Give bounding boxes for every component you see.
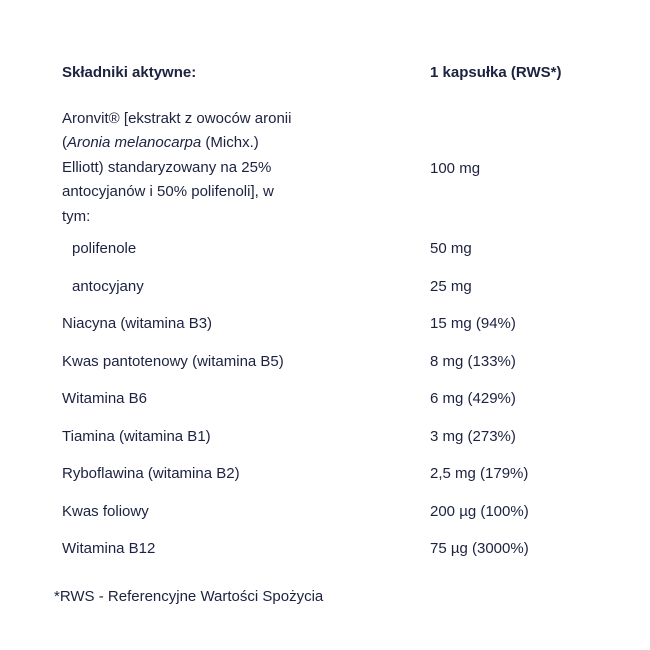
ingredient-value: 8 mg (133%) (430, 352, 516, 370)
footnote: *RWS - Referencyjne Wartości Spożycia (54, 588, 324, 605)
table-row (62, 239, 602, 277)
ingredient-value: 200 µg (100%) (430, 502, 529, 520)
ingredient-name: Tiamina (witamina B1) (62, 427, 211, 445)
aronvit-value: 100 mg (430, 159, 481, 177)
ingredient-name: Kwas foliowy (62, 502, 149, 520)
ingredient-name: Ryboflawina (witamina B2) (62, 465, 240, 482)
ingredient-value: 3 mg (273%) (430, 427, 516, 445)
table-header-row (62, 58, 602, 101)
ingredient-value: 15 mg (94%) (430, 315, 516, 332)
ingredient-name: antocyjany (72, 277, 144, 295)
ingredient-value: 2,5 mg (179%) (430, 465, 529, 482)
aronvit-name (62, 107, 302, 230)
table-row (62, 277, 602, 315)
aronvit-latin-name: Aronia melanocarpa (67, 134, 202, 152)
table-row (62, 427, 602, 465)
ingredient-value: 75 µg (3000%) (430, 540, 529, 557)
ingredient-name: Kwas pantotenowy (witamina B5) (62, 352, 284, 370)
table-row (62, 502, 602, 540)
table-row (62, 539, 602, 577)
ingredient-value: 6 mg (429%) (430, 390, 516, 407)
dose-header: 1 kapsułka (RWS*) (430, 64, 562, 81)
aronvit-text-before: Aronvit® [ekstrakt z owoców aronii ( (62, 109, 292, 152)
aronvit-text-after: (Michx.) Elliott) standaryzowany na 25% antocyjanów i 50% polifenoli], w tym: (62, 134, 274, 225)
ingredients-header: Składniki aktywne: (62, 64, 197, 81)
ingredient-value: 25 mg (430, 277, 472, 295)
ingredient-name: Witamina B12 (62, 540, 156, 557)
ingredient-value: 50 mg (430, 240, 472, 257)
table-row (62, 464, 602, 502)
table-row-aronvit (62, 101, 602, 235)
ingredient-name: Witamina B6 (62, 390, 148, 407)
ingredients-table (62, 58, 602, 577)
table-row (62, 389, 602, 427)
ingredient-name: Niacyna (witamina B3) (62, 315, 213, 332)
table-row (62, 314, 602, 352)
ingredient-name: polifenole (72, 240, 137, 257)
table-row (62, 352, 602, 390)
